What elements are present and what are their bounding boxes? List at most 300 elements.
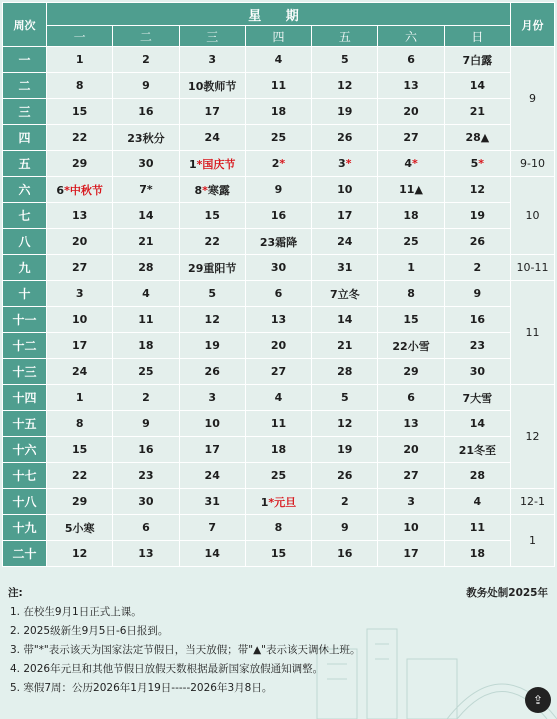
date-cell xyxy=(179,541,245,567)
week-row xyxy=(3,203,555,229)
date-cell xyxy=(47,385,113,411)
date-text: 12 xyxy=(469,183,485,196)
date-cell xyxy=(378,99,444,125)
date-text: 20 xyxy=(71,235,88,248)
week-row xyxy=(3,99,555,125)
date-cell xyxy=(312,359,378,385)
date-text: 1 xyxy=(75,53,84,66)
date-cell xyxy=(312,255,378,281)
date-cell xyxy=(245,203,311,229)
weekday-header: 四 xyxy=(245,26,311,47)
date-text: 13 xyxy=(270,313,287,326)
date-text: 3 xyxy=(208,391,217,404)
date-cell xyxy=(179,177,245,203)
week-row xyxy=(3,359,555,385)
date-text: 18 xyxy=(270,105,287,118)
date-cell xyxy=(245,307,311,333)
week-row xyxy=(3,281,555,307)
date-text: 21 xyxy=(138,235,154,248)
date-text: 28 xyxy=(337,365,353,378)
date-cell xyxy=(47,541,113,567)
date-cell xyxy=(378,229,444,255)
date-cell xyxy=(444,359,510,385)
date-cell xyxy=(378,281,444,307)
week-number: 十八 xyxy=(3,489,47,515)
date-text: 12 xyxy=(337,417,353,430)
week-row xyxy=(3,307,555,333)
date-cell xyxy=(47,125,113,151)
date-text: 9 xyxy=(142,417,150,430)
date-text: 11 xyxy=(469,521,485,534)
date-text: 16 xyxy=(337,547,353,560)
holiday-mark: *中秋节 xyxy=(64,183,103,197)
date-text: 1 xyxy=(407,261,415,274)
date-cell xyxy=(312,333,378,359)
date-cell xyxy=(444,255,510,281)
date-text: 3 xyxy=(75,287,84,300)
date-text: 22 xyxy=(71,469,88,482)
date-cell xyxy=(444,99,510,125)
date-cell xyxy=(113,73,179,99)
date-text: 7* xyxy=(139,183,153,196)
date-cell xyxy=(245,177,311,203)
date-cell xyxy=(113,515,179,541)
date-cell xyxy=(378,437,444,463)
week-number: 十 xyxy=(3,281,47,307)
date-cell xyxy=(444,411,510,437)
date-cell xyxy=(312,541,378,567)
date-text: 23 xyxy=(469,339,485,352)
date-text: 2 xyxy=(473,261,482,274)
date-text: 10 xyxy=(337,183,353,196)
date-cell xyxy=(444,307,510,333)
date-text: 25 xyxy=(270,131,287,144)
date-text: 29 xyxy=(71,157,88,170)
date-cell xyxy=(113,47,179,73)
date-text: 1 xyxy=(260,495,269,509)
date-text: 27 xyxy=(403,131,419,144)
date-text: 25 xyxy=(403,235,419,248)
date-text: 7立冬 xyxy=(329,287,360,301)
week-number: 十五 xyxy=(3,411,47,437)
week-number: 一 xyxy=(3,47,47,73)
date-cell xyxy=(312,515,378,541)
date-text: 29重阳节 xyxy=(188,261,237,275)
date-text: 5 xyxy=(340,53,349,66)
date-cell xyxy=(113,151,179,177)
date-text: 8 xyxy=(75,79,84,92)
weekday-header: 日 xyxy=(444,26,510,47)
date-cell xyxy=(179,151,245,177)
date-text: 17 xyxy=(337,209,353,222)
date-cell xyxy=(179,125,245,151)
date-text: 28 xyxy=(138,261,154,274)
date-cell xyxy=(312,229,378,255)
date-text: 24 xyxy=(337,235,353,248)
date-text: 23 xyxy=(138,469,154,482)
week-number: 二十 xyxy=(3,541,47,567)
date-text: 10 xyxy=(204,417,220,430)
date-cell xyxy=(179,229,245,255)
note-item: 3. 带"*"表示该天为国家法定节假日，当天放假；带"▲"表示该天调休上班。 xyxy=(10,644,361,656)
weekday-header: 二 xyxy=(113,26,179,47)
date-text: 23秋分 xyxy=(127,131,165,145)
date-text: 20 xyxy=(270,339,287,352)
weekday-header: 三 xyxy=(179,26,245,47)
date-cell xyxy=(312,203,378,229)
week-number: 十九 xyxy=(3,515,47,541)
date-text: 14 xyxy=(337,313,353,326)
date-cell xyxy=(312,125,378,151)
week-number: 八 xyxy=(3,229,47,255)
week-number: 五 xyxy=(3,151,47,177)
date-cell xyxy=(179,203,245,229)
date-cell xyxy=(245,515,311,541)
date-text: 5 xyxy=(470,157,479,170)
date-cell xyxy=(245,463,311,489)
date-text: 2 xyxy=(340,495,349,508)
date-cell xyxy=(113,177,179,203)
week-row xyxy=(3,47,555,73)
month-cell: 1 xyxy=(511,515,555,567)
date-text: 2 xyxy=(271,157,280,170)
date-text: 10 xyxy=(403,521,419,534)
date-cell xyxy=(444,203,510,229)
date-text: 19 xyxy=(204,339,220,352)
date-cell xyxy=(312,99,378,125)
week-row xyxy=(3,177,555,203)
date-cell xyxy=(444,385,510,411)
date-cell xyxy=(312,177,378,203)
month-column-header: 月份 xyxy=(511,3,555,47)
date-cell xyxy=(113,125,179,151)
week-row xyxy=(3,437,555,463)
weekday-header: 六 xyxy=(378,26,444,47)
date-text: 4 xyxy=(473,495,482,508)
week-row xyxy=(3,255,555,281)
date-cell xyxy=(245,489,311,515)
date-text: 10 xyxy=(71,313,88,326)
date-text: 5 xyxy=(208,287,217,300)
date-text: 4 xyxy=(142,287,150,300)
date-cell xyxy=(113,307,179,333)
date-text: 14 xyxy=(138,209,154,222)
date-cell xyxy=(47,307,113,333)
date-text: 17 xyxy=(71,339,88,352)
holiday-mark: * xyxy=(478,157,485,170)
date-text: 11 xyxy=(270,417,287,430)
solar-term: 寒露 xyxy=(207,183,230,197)
date-cell xyxy=(444,463,510,489)
date-cell xyxy=(444,125,510,151)
date-text: 14 xyxy=(469,79,485,92)
week-number: 六 xyxy=(3,177,47,203)
date-cell xyxy=(312,47,378,73)
week-row xyxy=(3,125,555,151)
date-cell xyxy=(113,411,179,437)
date-text: 31 xyxy=(337,261,353,274)
date-cell xyxy=(47,281,113,307)
date-text: 8 xyxy=(274,521,283,534)
date-text: 20 xyxy=(403,443,419,456)
school-calendar-table xyxy=(2,2,555,567)
date-text: 2 xyxy=(142,53,150,66)
date-cell xyxy=(113,359,179,385)
date-cell xyxy=(47,151,113,177)
date-text: 6 xyxy=(407,53,415,66)
date-text: 12 xyxy=(337,79,353,92)
date-cell xyxy=(179,255,245,281)
date-text: 9 xyxy=(340,521,349,534)
date-text: 29 xyxy=(71,495,88,508)
date-cell xyxy=(245,333,311,359)
week-number: 十三 xyxy=(3,359,47,385)
date-text: 14 xyxy=(469,417,485,430)
date-text: 6 xyxy=(142,521,150,534)
date-cell xyxy=(245,359,311,385)
date-text: 15 xyxy=(270,547,287,560)
date-cell xyxy=(179,489,245,515)
date-cell xyxy=(378,177,444,203)
date-cell xyxy=(47,229,113,255)
date-text: 7 xyxy=(208,521,217,534)
date-cell xyxy=(312,411,378,437)
date-text: 13 xyxy=(403,417,419,430)
date-text: 27 xyxy=(71,261,88,274)
weekday-header: 一 xyxy=(47,26,113,47)
week-row xyxy=(3,515,555,541)
date-cell xyxy=(113,229,179,255)
date-text: 24 xyxy=(204,469,220,482)
month-cell: 9-10 xyxy=(511,151,555,177)
date-text: 7白露 xyxy=(462,53,493,67)
date-cell xyxy=(179,515,245,541)
date-text: 25 xyxy=(270,469,287,482)
month-cell: 12-1 xyxy=(511,489,555,515)
week-number: 十二 xyxy=(3,333,47,359)
date-text: 13 xyxy=(71,209,88,222)
date-cell xyxy=(113,489,179,515)
notes-title: 注: xyxy=(8,587,23,599)
date-cell xyxy=(47,515,113,541)
date-text: 12 xyxy=(204,313,220,326)
date-text: 4 xyxy=(404,157,412,170)
week-number: 十七 xyxy=(3,463,47,489)
date-text: 6 xyxy=(407,391,415,404)
date-cell xyxy=(378,73,444,99)
date-text: 19 xyxy=(337,105,353,118)
week-column-header: 周次 xyxy=(3,3,47,47)
date-cell xyxy=(312,463,378,489)
date-text: 18 xyxy=(270,443,287,456)
date-cell xyxy=(113,541,179,567)
date-cell xyxy=(113,437,179,463)
date-cell xyxy=(179,47,245,73)
date-text: 6 xyxy=(274,287,283,300)
date-cell xyxy=(47,73,113,99)
date-cell xyxy=(113,281,179,307)
date-cell xyxy=(179,411,245,437)
date-cell xyxy=(245,229,311,255)
date-cell xyxy=(312,437,378,463)
date-cell xyxy=(378,385,444,411)
date-text: 14 xyxy=(204,547,220,560)
date-text: 18 xyxy=(403,209,419,222)
date-text: 9 xyxy=(142,79,150,92)
date-text: 16 xyxy=(270,209,287,222)
date-text: 12 xyxy=(71,547,88,560)
date-cell xyxy=(245,385,311,411)
date-cell xyxy=(47,359,113,385)
holiday-mark: *元旦 xyxy=(268,495,297,509)
date-cell xyxy=(113,463,179,489)
date-cell xyxy=(444,489,510,515)
week-row xyxy=(3,151,555,177)
date-cell xyxy=(444,151,510,177)
week-number: 四 xyxy=(3,125,47,151)
week-row xyxy=(3,229,555,255)
note-item: 2. 2025级新生9月5日-6日报到。 xyxy=(10,625,169,637)
date-text: 21 xyxy=(337,339,353,352)
date-cell xyxy=(312,489,378,515)
date-text: 13 xyxy=(403,79,419,92)
date-cell xyxy=(113,203,179,229)
date-cell xyxy=(312,307,378,333)
month-cell: 9 xyxy=(511,47,555,151)
note-item: 4. 2026年元旦和其他节假日放假天数根据最新国家放假通知调整。 xyxy=(10,663,324,675)
date-text: 28 xyxy=(469,469,485,482)
weekday-header: 五 xyxy=(312,26,378,47)
week-number: 二 xyxy=(3,73,47,99)
date-cell xyxy=(444,333,510,359)
week-number: 十一 xyxy=(3,307,47,333)
date-cell xyxy=(245,281,311,307)
date-cell xyxy=(113,385,179,411)
date-text: 17 xyxy=(204,105,220,118)
date-cell xyxy=(444,437,510,463)
date-cell xyxy=(312,281,378,307)
date-text: 17 xyxy=(403,547,419,560)
date-cell xyxy=(179,463,245,489)
date-text: 30 xyxy=(138,157,154,170)
date-cell xyxy=(179,99,245,125)
date-text: 15 xyxy=(403,313,419,326)
date-cell xyxy=(378,203,444,229)
date-cell xyxy=(179,385,245,411)
date-text: 24 xyxy=(204,131,220,144)
date-text: 19 xyxy=(337,443,353,456)
date-cell xyxy=(47,437,113,463)
date-text: 30 xyxy=(469,365,485,378)
date-text: 30 xyxy=(270,261,287,274)
date-text: 22 xyxy=(71,131,88,144)
date-cell xyxy=(47,47,113,73)
date-text: 4 xyxy=(274,391,283,404)
date-text: 3 xyxy=(208,53,217,66)
month-cell: 10-11 xyxy=(511,255,555,281)
date-text: 3 xyxy=(338,157,346,170)
date-text: 26 xyxy=(469,235,485,248)
date-text: 5 xyxy=(340,391,349,404)
date-cell xyxy=(444,541,510,567)
holiday-mark: *国庆节 xyxy=(196,157,236,171)
date-text: 22 xyxy=(204,235,220,248)
week-row xyxy=(3,541,555,567)
date-text: 4 xyxy=(274,53,283,66)
date-cell xyxy=(47,489,113,515)
share-icon[interactable]: ⇪ xyxy=(525,687,551,713)
note-item: 5. 寒假7周：公历2026年1月19日-----2026年3月8日。 xyxy=(10,682,273,694)
date-text: 15 xyxy=(71,443,88,456)
week-number: 七 xyxy=(3,203,47,229)
date-text: 19 xyxy=(469,209,485,222)
date-cell xyxy=(245,437,311,463)
date-text: 1 xyxy=(75,391,84,404)
date-cell xyxy=(47,411,113,437)
date-cell xyxy=(444,281,510,307)
date-cell xyxy=(312,385,378,411)
date-cell xyxy=(47,255,113,281)
date-cell xyxy=(179,307,245,333)
date-cell xyxy=(47,177,113,203)
date-text: 21 xyxy=(469,105,485,118)
date-cell xyxy=(444,229,510,255)
date-cell xyxy=(245,125,311,151)
date-text: 26 xyxy=(204,365,220,378)
date-text: 11 xyxy=(138,313,154,326)
date-cell xyxy=(378,541,444,567)
week-number: 三 xyxy=(3,99,47,125)
notes-section xyxy=(8,584,548,698)
date-cell xyxy=(378,333,444,359)
date-cell xyxy=(47,463,113,489)
date-text: 15 xyxy=(71,105,88,118)
date-cell xyxy=(444,47,510,73)
date-cell xyxy=(378,125,444,151)
week-row xyxy=(3,489,555,515)
date-text: 26 xyxy=(337,131,353,144)
date-cell xyxy=(378,515,444,541)
date-cell xyxy=(378,47,444,73)
issuer-label: 教务处制2025年 xyxy=(466,587,548,599)
date-cell xyxy=(245,73,311,99)
date-text: 11 xyxy=(270,79,287,92)
date-text: 17 xyxy=(204,443,220,456)
date-text: 21冬至 xyxy=(458,443,496,457)
date-cell xyxy=(312,73,378,99)
date-cell xyxy=(444,177,510,203)
date-text: 28▲ xyxy=(465,131,490,144)
date-cell xyxy=(378,463,444,489)
date-cell xyxy=(378,307,444,333)
date-cell xyxy=(378,359,444,385)
date-text: 27 xyxy=(403,469,419,482)
date-text: 11▲ xyxy=(399,183,423,196)
date-cell xyxy=(378,151,444,177)
date-text: 23霜降 xyxy=(259,235,298,249)
date-text: 22小雪 xyxy=(392,339,430,353)
date-text: 9 xyxy=(473,287,482,300)
date-cell xyxy=(113,99,179,125)
date-cell xyxy=(179,333,245,359)
holiday-mark: * xyxy=(202,183,208,197)
date-text: 8 xyxy=(407,287,415,300)
date-cell xyxy=(245,255,311,281)
date-text: 16 xyxy=(469,313,485,326)
date-cell xyxy=(378,411,444,437)
date-text: 16 xyxy=(138,105,154,118)
month-cell: 12 xyxy=(511,385,555,489)
